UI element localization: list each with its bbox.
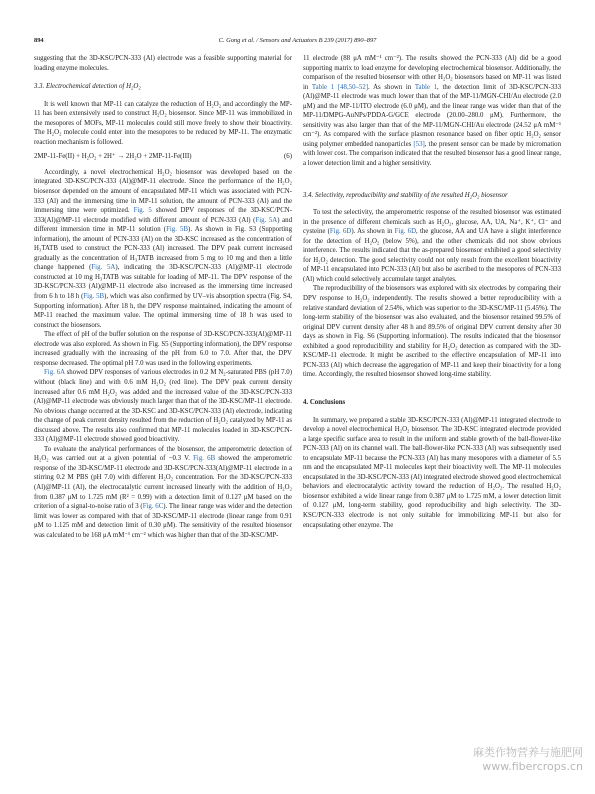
text: , the glucose, AA and UA have a slight interference for the detection of H₂O₂ (below 5%), and the other chemicals did not show obvious interference. The results indicated that the as-prepared biosensor exhibited a good selectivity for H₂O₂ detection. The good selectivity could not only result from the excellent bioactivity of MP-11 encapsulated into PCN-333 (Al) but also be ascribed to the mesopores of PCN-333 (Al) which could selectively accumulate target analytes. [303, 228, 561, 283]
text: ), which was also confirmed by UV–vis absorption spectra (Fig. S4, Supporting information). After 18 h, the DPV response maintained, indicating the amount of MP-11 reached the maximum value. The optimal immersing time of 18 h was used to construct the biosensors. [34, 293, 293, 329]
figure-link[interactable]: Fig. 5A [255, 216, 278, 224]
figure-link[interactable]: Fig. 6D [394, 228, 417, 236]
section-title-3-3: 3.3. Electrochemical detection of H₂O₂ [34, 83, 141, 91]
table-link[interactable]: Table 1 [311, 83, 335, 91]
text: Accordingly, a novel electrochemical H₂O₂ biosensor was developed based on the integrated 3D-KSC/PCN-333 (Al)@MP-11 electrode. Since the performance of the H₂O₂ biosensor depended on the amount of encapsulated MP-11 which was associated with PCN-333 (Al) and the immersing time in MP-11 solution, the amount of PCN-333 (Al) and the immersing time were optimized. [34, 168, 292, 215]
table-link[interactable]: Table 1 [414, 83, 438, 91]
paragraph [303, 208, 561, 284]
left-column [34, 54, 292, 540]
running-title: C. Gong et al. / Sensors and Actuators B 239 (2017) 890–897 [218, 37, 377, 44]
paragraph: The effect of pH of the buffer solution on the response of 3D-KSC/PCN-333(Al)@MP-11 electrode was also explored. As shown in Fig. S5 (Supporting information), the DPV response increased gradually with the increasing of the pH from 6.0 to 7.0. After that, the DPV response decreased. The optimal pH 7.0 was used in the following experiments. [34, 331, 293, 367]
text: showed the amperometric response of the 3D-KSC/MP-11 electrode and 3D-KSC/PCN-333(Al)@MP-11 electrode in a stirring 0.2 M PBS (pH 7.0) with different H₂O₂ concentration. For the 3D-KSC/PCN-333 (Al)@MP-11 (Al), the electrocatalytic current increased linearly with the addition of H₂O₂ from 0.387 μM to 1.725 mM (R² = 0.99) with a detection limit of 0.127 μM based on the criterion of a signal-to-noise ratio of 3 ( [34, 455, 293, 511]
text: ). As shown in Fig. S3 (Supporting information), the amount of PCN-333 (Al) on the 3D-KSC increased as the concentration of H₃TATB used to construct the PCN-333 (Al) increased. The DPV peak current increased gradually as the concentration of H₃TATB increased from 5 mg to 10 mg and then a little change happened ( [34, 226, 293, 272]
paragraph [34, 445, 292, 540]
text: To evaluate the analytical performances of the biosensor, the amperometric detection of H₂O₂ was carried out at a given potential of −0.3 V. [34, 445, 292, 463]
equation-number: (6) [284, 153, 292, 161]
text: . As shown in [368, 83, 415, 91]
reference-link[interactable]: [53] [413, 140, 425, 148]
section-title-conclusions: 4. Conclusions [303, 398, 346, 406]
paragraph [303, 54, 561, 169]
text: ), indicating the 3D-KSC/PCN-333 (Al)@MP-11 electrode constructed at 10 mg H₃TATB was suitable for loading of MP-11. The DPV response of the 3D-KSC/PCN-333 (Al)@MP-11 electrode also increased as the immersing time increased from 6 h to 18 h ( [34, 264, 293, 301]
figure-link[interactable]: Fig. 5B [166, 226, 189, 234]
paragraph: In summary, we prepared a stable 3D-KSC/PCN-333 (Al)@MP-11 integrated electrode to develop a novel electrochemical H₂O₂ biosensor. The 3D-KSC integrated electrode provided a large specific surface area to result in the uniform and stable growth of the ball-flower-like PCN-333 (Al) on its channel wall. The ball-flower-like PCN-333 (Al) was subsequently used to encapsulate MP-11 because the PCN-333 (Al) has many mesopores with a diameter of 5.5 nm and the encapsulated MP-11 molecules kept their bioactivity well. The MP-11 molecules encapsulated in the 3D-KSC/PCN-333 (Al) integrated electrode showed good electrochemical behaviors and electrocatalytic activity toward the reduction of H₂O₂. The resulted H₂O₂ biosensor exhibited a wide linear range from 0.387 μM to 1.725 mM, a lower detection limit of 0.127 μM, long-term stability, good reproducibility and high selectivity. The 3D-KSC/PCN-333 electrode is not only suitable for immobilizing MP-11 but also for encapsulating other enzyme. The [303, 416, 561, 529]
paragraph: It is well known that MP-11 can catalyze the reduction of H₂O₂ and accordingly the MP-11 has been extensively used to construct H₂O₂ biosensor. Since MP-11 was immobilized in the mesopores of MOFs, MP-11 molecules could still move freely to show their bioactivity. The H₂O₂ molecule could enter into the mesopores to be reduced by MP-11. The enzymatic reaction mechanism is followed. [34, 100, 292, 146]
reference-link[interactable]: [48,50–52] [334, 83, 369, 91]
section-title-3-4: 3.4. Selectivity, reproducibility and stability of the resulted H₂O₂ biosensor [303, 191, 508, 199]
figure-link[interactable]: Fig. 5B [83, 293, 105, 301]
text: 11 electrode (88 μA mM⁻¹ cm⁻²). The results showed the PCN-333 (Al) did be a good supporting matrix to load enzyme for developing electrochemical biosensor. Additionally, the comparison of the resulted biosensor with other H₂O₂ biosensors based on MP-11 was listed in [303, 55, 561, 91]
figure-link[interactable]: Fig. 5A [91, 264, 116, 272]
figure-link[interactable]: Fig. 6D [329, 228, 352, 236]
figure-link[interactable]: Fig. 6A [44, 369, 65, 377]
text: showed DPV responses of various electrodes in 0.2 M N₂-saturated PBS (pH 7.0) without (black line) and with 0.6 mM H₂O₂ (red line). The DPV peak current density increased after 0.6 mM H₂O₂ was added and the increased value of the 3D-KSC/PCN-333 (Al)@MP-11 electrode was obviously much larger than that of the 3D-KSC/MP-11 electrode. No obvious change occurred at the 3D-KSC and 3D-KSC/PCN-333 (Al) electrode, indicating the change of peak current density resulted from the reduction of H₂O₂ catalyzed by MP-11 as discussed above. The results also confirmed that MP-11 molecules loaded in 3D-KSC/PCN-333 (Al)@MP-11 electrode showed good bioactivity. [34, 369, 292, 444]
watermark-line-2: www.fibercrops.cn [482, 760, 583, 773]
paragraph [34, 168, 292, 330]
figure-link[interactable]: Fig. 6B [193, 455, 216, 463]
text: ). The linear range was wider and the detection limit was lower as compared with that of 3D-KSC/MP-11 electrode (linear range from 0.91 μM to 1.125 mM and detection limit of 0.30 μM). The sensitivity of the resulted biosensor was calculated to be 168 μA mM⁻¹ cm⁻² which was higher than that of the 3D-KSC/MP- [34, 503, 293, 539]
watermark [473, 746, 583, 774]
page-header [34, 37, 561, 49]
figure-link[interactable]: Fig. 5 [133, 207, 152, 215]
text: To test the selectivity, the amperometric response of the resulted biosensor was estimated in the presence of different chemicals such as H₂O₂, glucose, AA, UA, Na⁺, K⁺, Cl⁻ and cysteine ( [303, 209, 561, 236]
paragraph [34, 368, 292, 444]
page-number: 894 [34, 37, 44, 44]
text: ). As shown in [351, 228, 395, 236]
equation-6 [34, 152, 292, 162]
text: ) and different immersion time in MP-11 solution ( [34, 216, 292, 234]
intro-paragraph: suggesting that the 3D-KSC/PCN-333 (Al) electrode was a feasible supporting material for loading enzyme molecules. [34, 55, 292, 72]
right-column [303, 54, 561, 530]
text: , the present sensor can be made by micromation with lower cost. The comparison indicated that the resulted biosensor has a good linear range, a lower detection limit and a higher sensitivity. [303, 140, 561, 168]
figure-link[interactable]: Fig. 6C [142, 503, 164, 511]
watermark-line-1: 麻类作物营养与施肥网 [473, 746, 583, 759]
text: showed DPV responses of the 3D-KSC/PCN-333(Al)@MP-11 electrode modified with different amount of PCN-333 (Al) ( [34, 207, 292, 224]
equation-body: 2MP-11-Fe(II) + H₂O₂ + 2H⁺ → 2H₂O + 2MP-11-Fe(III) [34, 153, 192, 161]
paragraph: The reproducibility of the biosensors was explored with six electrodes by comparing their DPV response to H₂O₂ independently. The results showed a better reproducibility with a relative standard deviation of 2.54%, which was superior to the 3D-KSC/MP-11 (5.45%). The long-term stability of the biosensor was also evaluated, and the biosensor retained 99.5% of original DPV current density after 48 h and 89.5% of original DPV current density after 30 days as shown in Fig. S6 (Supporting information). The results indicated that the biosensor exhibited a good reproducibility and stability for H₂O₂ detection as compared with the 3D-KSC/MP-11 electrode. It might be ascribed to the effective encapsulation of MP-11 into PCN-333 (Al) which decrease the aggregation of MP-11 and keep their bioactivity for a long time. Accordingly, the resulted biosensor showed long-time stability. [303, 285, 561, 379]
text: , the detection limit of 3D-KSC/PCN-333 (Al)@MP-11 electrode was much lower than that of the MP-11/MGN-CHI/Au electrode (2.0 μM) and the MP-11/ITO electrode (6.0 μM), and the linear range was wider than that of the MP-11/DMPG-AuNPs/PDDA-G/GCE electrode (20.00–280.0 μM). Furthermore, the sensitivity was also larger than that of the MP-11/MGN-CHI/Au electrode (24.52 μA mM⁻¹ cm⁻²). As compared with the surface plasmon resonance based on fiber optic H₂O₂ sensor using polymer embedded nanoparticles [303, 83, 562, 148]
